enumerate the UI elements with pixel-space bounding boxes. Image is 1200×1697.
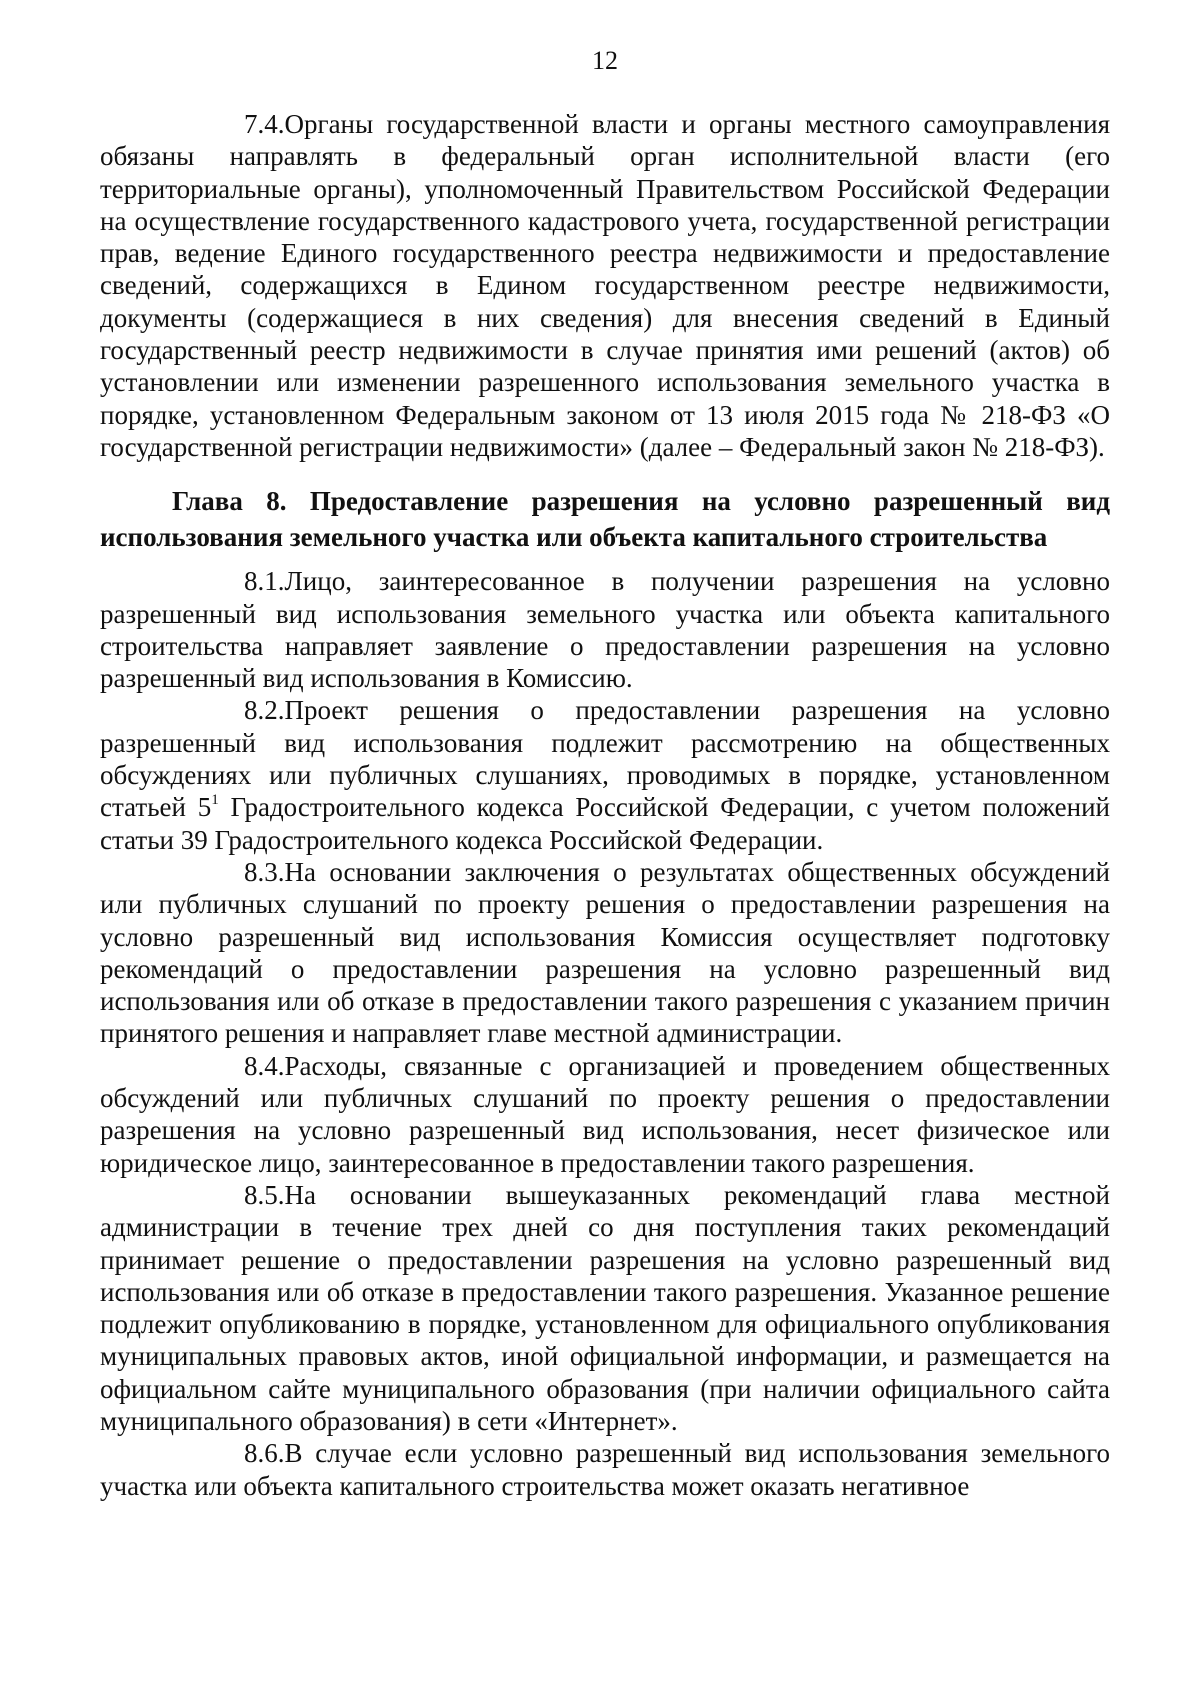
paragraph-text: Лицо, заинтересованное в получении разрешения на условно разрешенный вид использования земельного участка или объекта капитального строительства направляет заявление о предоставлении разрешения на условно разрешенный вид использования в Комиссию. (100, 566, 1110, 694)
page-number: 12 (592, 46, 618, 75)
paragraph-8-4 (100, 1050, 1110, 1179)
paragraph-number: 8.3. (244, 856, 285, 887)
chapter-8-title: Глава 8. Предоставление разрешения на условно разрешенный вид использования земельного участка или объекта капитального строительства (100, 486, 1110, 553)
paragraph-7-4 (100, 108, 1110, 463)
paragraph-number: 8.5. (244, 1179, 285, 1210)
paragraph-text: На основании вышеуказанных рекомендаций глава местной администрации в течение трех дней со дня поступления таких рекомендаций принимает решение о предоставлении разрешения на условно разрешенный вид использования или об отказе в предоставлении такого разрешения. Указанное решение подлежит опубликованию в порядке, установленном для официального опубликования муниципальных правовых актов, иной официальной информации, и размещается на официальном сайте муниципального образования (при наличии официального сайта муниципального образования) в сети «Интернет». (100, 1179, 1110, 1436)
paragraph-text-continued: Градостроительного кодекса Российской Федерации, с учетом положений статьи 39 Градостроительного кодекса Российской Федерации. (100, 792, 1110, 855)
document-page (100, 48, 1110, 1502)
paragraph-number: 7.4. (244, 109, 285, 139)
paragraph-8-1 (100, 565, 1110, 694)
article-superscript: 1 (211, 792, 219, 809)
paragraph-8-6 (100, 1437, 1110, 1502)
paragraph-number: 8.6. (244, 1438, 285, 1469)
paragraph-text: Проект решения о предоставлении разрешения на условно разрешенный вид использования подлежит рассмотрению на общественных обсуждениях или публичных слушаниях, проводимых в порядке, установленном статьей 5 (100, 695, 1110, 823)
paragraph-8-2 (100, 694, 1110, 855)
paragraph-8-5 (100, 1179, 1110, 1437)
paragraph-text: В случае если условно разрешенный вид использования земельного участка или объекта капитального строительства может оказать негативное (100, 1438, 1110, 1501)
paragraph-8-3 (100, 856, 1110, 1050)
paragraph-number: 8.1. (244, 566, 285, 597)
paragraph-number: 8.2. (244, 695, 285, 726)
paragraph-text: Органы государственной власти и органы местного самоуправления обязаны направлять в федеральный орган исполнительной власти (его территориальные органы), уполномоченный Правительством Российской Федерации на осуществление государственного кадастрового учета, государственной регистрации прав, ведение Единого государственного реестра недвижимости и предоставление сведений, содержащихся в Едином государственном реестре недвижимости, документы (содержащиеся в них сведения) для внесения сведений в Единый государственный реестр недвижимости в случае принятия ими решений (актов) об установлении или изменении разрешенного использования земельного участка в порядке, установленном Федеральным законом от 13 июля 2015 года № 218-ФЗ «О государственной регистрации недвижимости» (далее – Федеральный закон № 218-ФЗ). (100, 109, 1110, 462)
paragraph-text: На основании заключения о результатах общественных обсуждений или публичных слушаний по проекту решения о предоставлении разрешения на условно разрешенный вид использования Комиссия осуществляет подготовку рекомендаций о предоставлении разрешения на условно разрешенный вид использования или об отказе в предоставлении такого разрешения с указанием причин принятого решения и направляет главе местной администрации. (100, 856, 1110, 1049)
paragraph-text: Расходы, связанные с организацией и проведением общественных обсуждений или публичных слушаний по проекту решения о предоставлении разрешения на условно разрешенный вид использования, несет физическое или юридическое лицо, заинтересованное в предоставлении такого разрешения. (100, 1050, 1110, 1178)
paragraph-number: 8.4. (244, 1050, 285, 1081)
